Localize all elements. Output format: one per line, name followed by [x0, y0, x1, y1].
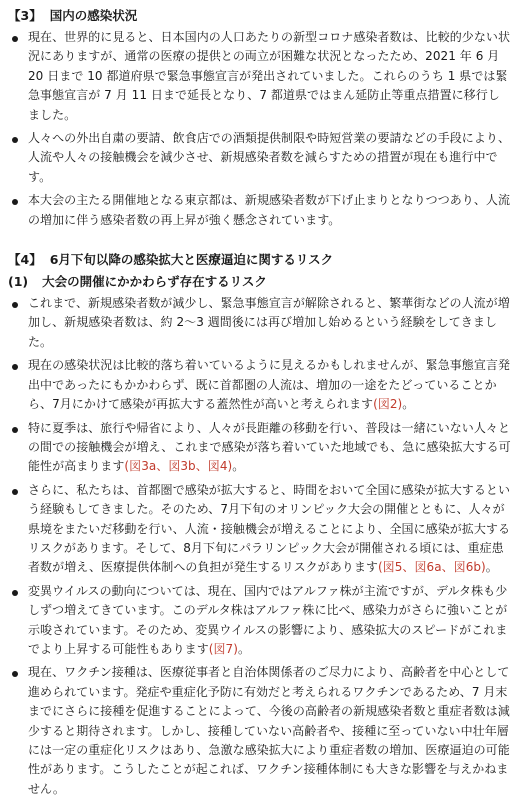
- section-4-title: 6月下旬以降の感染拡大と医療逼迫に関するリスク: [49, 252, 334, 268]
- bullet-icon: [12, 364, 18, 370]
- section-4-list: [6, 294, 511, 799]
- figure-reference[interactable]: (図7): [208, 641, 238, 656]
- list-item-text: これまで、新規感染者数が減少し、緊急事態宣言が解除されると、繁華街などの人流が増加し、新規感染者数は、約 2～3 週間後には再び増加し始めるという経験をしてきました。: [28, 296, 510, 349]
- bullet-icon: [12, 302, 18, 308]
- subsection-heading: [8, 272, 511, 292]
- bullet-icon: [12, 489, 18, 495]
- list-item-text: さらに、私たちは、首都圏で感染が拡大すると、時間をおいて全国に感染が拡大するという経験もしてきました。そのため、7月下旬のオリンピック大会の開催とともに、人々が県境をまたいだ移動を行い、人流・接触機会が増えることにより、全国に感染が拡大するリスクがあります。そして、8月下旬にパラリンピック大会が開催される頃には、重症患者数が増え、医療提供体制への負担が発生するリスクがあります: [28, 482, 511, 575]
- list-item: [6, 481, 511, 578]
- sentence-end: 。: [402, 397, 415, 412]
- list-item-text: 現在の感染状況は比較的落ち着いているように見えるかもしれませんが、緊急事態宣言発出中であったにもかかわらず、既に首都圏の人流は、増加の一途をたどっていることから、7月にかけて感染が再拡大する蓋然性が高いと考えられます: [28, 358, 511, 412]
- list-item: [6, 582, 511, 660]
- list-item-text: 特に夏季は、旅行や帰省により、人々が長距離の移動を行い、普段は一緒にいない人々との間での接触機会が増え、これまで感染が落ち着いていた地域でも、急に感染拡大する可能性が高まります: [28, 420, 511, 474]
- list-item-text: 現在、ワクチン接種は、医療従事者と自治体関係者のご尽力により、高齢者を中心として進められています。発症や重症化予防に有効だと考えられるワクチンであるため、7 月末までにさらに接種を促進することによって、今後の高齢者の新規感染者数と重症者数は減少すると期待されます。しかし、接種していない高齢者や、接種に至っていない中壮年層には一定の重症化リスクはあり、急激な感染拡大により重症者数の増加、医療逼迫の可能性があります。こうしたことが起これば、ワクチン接種体制にも大きな影響を与えかねません。: [28, 665, 510, 796]
- section-3-number: 【3】: [8, 8, 42, 23]
- section-4-heading: [8, 250, 511, 270]
- figure-reference[interactable]: (図5、図6a、図6b): [377, 560, 486, 575]
- list-item-text: 変異ウイルスの動向については、現在、国内ではアルファ株が主流ですが、デルタ株も少しずつ増えてきています。このデルタ株はアルファ株に比べ、感染力がさらに強いことが示唆されています。そのため、変異ウイルスの影響により、感染拡大のスピードがこれまでより上昇する可能性もあります: [28, 583, 508, 656]
- list-item: [6, 663, 511, 799]
- list-item-text: 人々への外出自粛の要請、飲食店での酒類提供制限や時短営業の要請などの手段により、人流や人々の接触機会を減少させ、新規感染者数を減らすための措置が現在も進行中です。: [28, 131, 511, 184]
- list-item: [6, 191, 511, 230]
- list-item-text: 本大会の主たる開催地となる東京都は、新規感染者数が下げ止まりとなりつつあり、人流の増加に伴う感染者数の再上昇が強く懸念されています。: [28, 193, 511, 227]
- subsection-title: 大会の開催にかかわらず存在するリスク: [42, 274, 267, 290]
- section-4-number: 【4】: [8, 252, 42, 268]
- bullet-icon: [12, 427, 18, 433]
- section-3-heading: [8, 6, 511, 26]
- section-3-title: 国内の感染状況: [49, 8, 138, 23]
- sentence-end: 。: [485, 560, 498, 575]
- list-item: [6, 419, 511, 477]
- sentence-end: 。: [237, 641, 251, 656]
- section-3-list: [6, 28, 511, 230]
- section-spacer: [6, 234, 511, 250]
- list-item: [6, 294, 511, 352]
- bullet-icon: [12, 590, 18, 596]
- subsection-number: (1): [8, 274, 29, 290]
- list-item: [6, 129, 511, 187]
- bullet-icon: [12, 36, 18, 42]
- bullet-icon: [12, 671, 18, 677]
- figure-reference[interactable]: (図3a、図3b、図4): [124, 459, 233, 474]
- list-item: [6, 356, 511, 414]
- list-item: [6, 28, 511, 125]
- list-item-text: 現在、世界的に見ると、日本国内の人口あたりの新型コロナ感染者数は、比較的少ない状況にありますが、通常の医療の提供との両立が困難な状況となったため、2021 年 6 月 20 日まで 10 都道府県で緊急事態宣言が発出されていました。これらのうち 1 県では緊急事態宣言が 7 月 11 日まで延長となり、7 都道県ではまん延防止等重点措置に移行しました。: [28, 30, 511, 122]
- bullet-icon: [12, 137, 18, 143]
- bullet-icon: [12, 199, 18, 205]
- figure-reference[interactable]: (図2): [373, 397, 403, 412]
- sentence-end: 。: [232, 459, 245, 474]
